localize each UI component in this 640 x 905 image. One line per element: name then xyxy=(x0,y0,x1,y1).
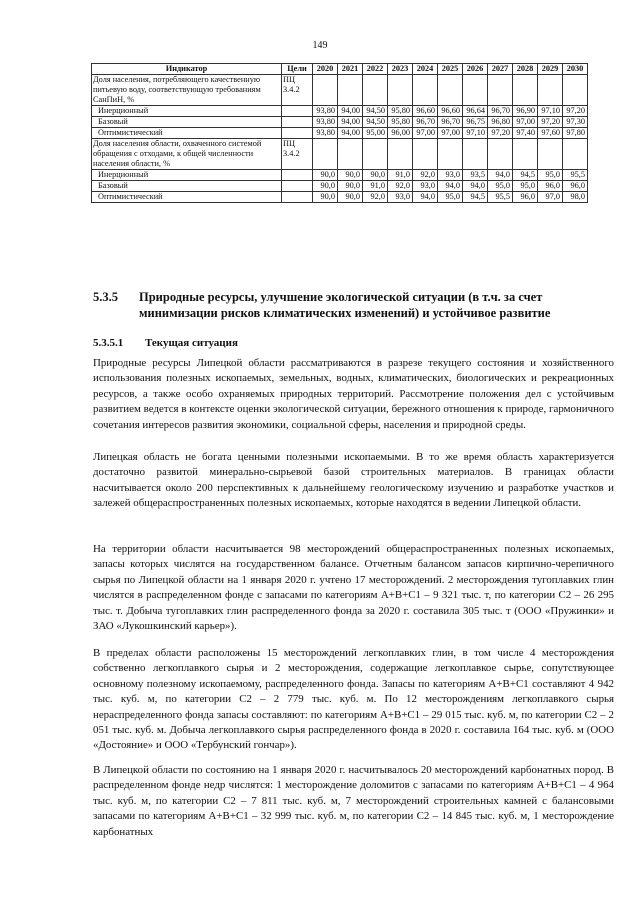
table-header-cell: 2020 xyxy=(313,64,338,75)
table-cell: 91,0 xyxy=(363,181,388,192)
table-header-cell: 2021 xyxy=(338,64,363,75)
table-cell: 94,5 xyxy=(513,170,538,181)
table-cell: 97,40 xyxy=(513,128,538,139)
paragraph: В пределах области расположены 15 месторождений легкоплавких глин, в том числе 4 месторождения собственно легкоплавкого сырья и 2 месторождения, содержащие легкоплавкое сырье, сопутствующее основному полезному ископаемому, распределенного фонда. Запасы по категориям А+В+С1 составляют 4 942 тыс. куб. м, по категории С2 – 2 779 тыс. куб. м. По 12 месторождениям легкоплавкого сырья нераспределенного фонда запасы составляют: по категориям А+В+С1 – 29 015 тыс. куб. м, по категории С2 – 2 051 тыс. куб. м. Добыча легкоплавкого сырья распределенного фонда в 2020 г. составила 164 тыс. куб. м (ООО «Достояние» и ООО «Тербунский гончар»). xyxy=(93,647,614,752)
table-cell: 94,5 xyxy=(463,192,488,203)
table-header-cell: Индикатор xyxy=(92,64,282,75)
table-cell: 96,60 xyxy=(413,106,438,117)
table-cell: 95,0 xyxy=(538,170,563,181)
table-cell: 97,10 xyxy=(538,106,563,117)
table-cell: 94,00 xyxy=(338,128,363,139)
table-cell: 94,50 xyxy=(363,106,388,117)
table-header-cell: 2028 xyxy=(513,64,538,75)
table-cell: 96,64 xyxy=(463,106,488,117)
scenario-label: Инерционный xyxy=(92,170,282,181)
paragraph: Природные ресурсы Липецкой области рассматриваются в разрезе текущего состояния и хозяйственного использования полезных ископаемых, земельных, водных, климатических, биологических и рекреационных ресурсов, а также особо охраняемых природных территорий. Рассмотрение положения дел с устойчивым развитием ведется в контексте оценки экологической ситуации, бережного отношения к природе, гармоничного сочетания интересов развития экономики, социальной сферы, населения и природной среды. xyxy=(93,357,614,431)
table-cell: 96,60 xyxy=(438,106,463,117)
table-cell: 90,0 xyxy=(313,170,338,181)
scenario-row xyxy=(92,106,588,117)
table-cell: 97,30 xyxy=(563,117,588,128)
paragraph: В Липецкой области по состоянию на 1 января 2020 г. насчитывалось 20 месторождений карбонатных пород. В распределенном фонде недр числятся: 1 месторождение доломитов с запасами по категориям А+В+С1 – 4 964 тыс. куб. м, по категории С2 – 7 811 тыс. куб. м, 7 месторождений строительных камней с балансовыми запасами по категориям А+В+С1 – 32 999 тыс. куб. м, по категории С2 – 14 845 тыс. куб. м, 1 месторождение карбонатных xyxy=(93,764,614,838)
table-header-cell: 2023 xyxy=(388,64,413,75)
table-header-cell: 2022 xyxy=(363,64,388,75)
table-cell: 92,0 xyxy=(388,181,413,192)
table-cell: 95,5 xyxy=(488,192,513,203)
table-cell: 90,0 xyxy=(313,192,338,203)
table-cell: 97,20 xyxy=(488,128,513,139)
scenario-row xyxy=(92,170,588,181)
table-cell: 94,0 xyxy=(413,192,438,203)
table-cell: 97,80 xyxy=(563,128,588,139)
scenario-row xyxy=(92,128,588,139)
table-cell: 94,0 xyxy=(488,170,513,181)
table-cell: 95,0 xyxy=(488,181,513,192)
scenario-label: Инерционный xyxy=(92,106,282,117)
table-cell: 97,00 xyxy=(438,128,463,139)
table-cell: 96,70 xyxy=(438,117,463,128)
table-cell: 94,00 xyxy=(338,106,363,117)
section-number: 5.3.5 xyxy=(93,290,118,304)
table-cell: 96,0 xyxy=(538,181,563,192)
table-cell: 96,90 xyxy=(513,106,538,117)
table-cell: 93,80 xyxy=(313,106,338,117)
table-cell: 94,50 xyxy=(363,117,388,128)
scenario-row xyxy=(92,192,588,203)
table-header-row xyxy=(92,64,588,75)
table-cell: 96,0 xyxy=(563,181,588,192)
table-header-cell: 2029 xyxy=(538,64,563,75)
table-cell: 92,0 xyxy=(363,192,388,203)
page-number: 149 xyxy=(312,40,328,51)
table-cell: 95,5 xyxy=(563,170,588,181)
section-heading xyxy=(93,289,623,321)
table-cell: 95,80 xyxy=(388,106,413,117)
subsection-number: 5.3.5.1 xyxy=(93,337,124,349)
table-header-cell: 2025 xyxy=(438,64,463,75)
section-title: Природные ресурсы, улучшение экологической ситуации (в т.ч. за счет минимизации рисков климатических изменений) и устойчивое развитие xyxy=(139,290,551,320)
table-cell: 94,00 xyxy=(338,117,363,128)
indicator-name: Доля населения области, охваченного системой обращения с отходами, к общей численности населения области, % xyxy=(92,139,282,170)
table-cell: 96,0 xyxy=(513,192,538,203)
table-cell: 90,0 xyxy=(363,170,388,181)
scenario-label: Оптимистический xyxy=(92,128,282,139)
table-cell: 97,60 xyxy=(538,128,563,139)
scenario-label: Базовый xyxy=(92,117,282,128)
table-cell: 93,5 xyxy=(463,170,488,181)
scenario-row xyxy=(92,181,588,192)
table-cell: 95,00 xyxy=(363,128,388,139)
scenario-row xyxy=(92,117,588,128)
table-cell: 93,0 xyxy=(438,170,463,181)
table-header-cell: 2024 xyxy=(413,64,438,75)
scenario-label: Базовый xyxy=(92,181,282,192)
table-cell: 96,80 xyxy=(488,117,513,128)
table-cell: 93,0 xyxy=(388,192,413,203)
table-cell: 97,20 xyxy=(538,117,563,128)
table-cell: 91,0 xyxy=(388,170,413,181)
indicator-goal: ПЦ 3.4.2 xyxy=(282,75,313,106)
table-cell: 93,0 xyxy=(413,181,438,192)
scenario-label: Оптимистический xyxy=(92,192,282,203)
table-cell: 90,0 xyxy=(313,181,338,192)
indicator-goal: ПЦ 3.4.2 xyxy=(282,139,313,170)
table-header-cell: Цели xyxy=(282,64,313,75)
table-cell: 93,80 xyxy=(313,117,338,128)
table-cell: 97,00 xyxy=(513,117,538,128)
table-cell: 94,0 xyxy=(438,181,463,192)
table-header-cell: 2026 xyxy=(463,64,488,75)
table-cell: 90,0 xyxy=(338,192,363,203)
subsection-heading xyxy=(93,335,238,351)
table-cell: 90,0 xyxy=(338,181,363,192)
subsection-title: Текущая ситуация xyxy=(145,337,238,349)
table-cell: 97,00 xyxy=(413,128,438,139)
table-cell: 97,10 xyxy=(463,128,488,139)
paragraph: На территории области насчитывается 98 месторождений общераспространенных полезных ископаемых, запасы которых числятся на государственном балансе. Отчетным балансом запасов кирпично-черепичного сырья по Липецкой области на 1 января 2020 г. учтено 17 месторождений. 2 месторождения тугоплавких глин числятся в распределенном фонде с запасами по категориям А+В+С1 – 9 321 тыс. т, по категории С2 – 26 295 тыс. т. Добыча тугоплавких глин распределенного фонда за 2020 г. составила 305 тыс. т (ООО «Пружинки» и ЗАО «Лукошкинский карьер»). xyxy=(93,543,614,633)
table-header-cell: 2030 xyxy=(563,64,588,75)
table-cell: 96,70 xyxy=(488,106,513,117)
table-cell: 92,0 xyxy=(413,170,438,181)
table-cell: 96,70 xyxy=(413,117,438,128)
table-cell: 94,0 xyxy=(463,181,488,192)
table-cell: 90,0 xyxy=(338,170,363,181)
table-cell: 98,0 xyxy=(563,192,588,203)
table-header-cell: 2027 xyxy=(488,64,513,75)
table-cell: 95,0 xyxy=(438,192,463,203)
paragraph: Липецкая область не богата ценными полезными ископаемыми. В то же время область характеризуется достаточно развитой минерально-сырьевой базой строительных материалов. В границах области насчитывается около 200 перспективных к дальнейшему геологическому изучению и разработке участков и залежей общераспространенных полезных ископаемых, которые находятся в ведении Липецкой области. xyxy=(93,451,614,510)
table-cell: 97,20 xyxy=(563,106,588,117)
table-cell: 96,00 xyxy=(388,128,413,139)
table-cell: 97,0 xyxy=(538,192,563,203)
table-cell: 95,0 xyxy=(513,181,538,192)
indicator-row xyxy=(92,139,588,170)
table-cell: 96,75 xyxy=(463,117,488,128)
table-cell: 95,80 xyxy=(388,117,413,128)
indicator-name: Доля населения, потребляющего качественную питьевую воду, соответствующую требованиям СанПиН, % xyxy=(92,75,282,106)
indicator-row xyxy=(92,75,588,106)
table-cell: 93,80 xyxy=(313,128,338,139)
indicators-table xyxy=(91,63,588,203)
